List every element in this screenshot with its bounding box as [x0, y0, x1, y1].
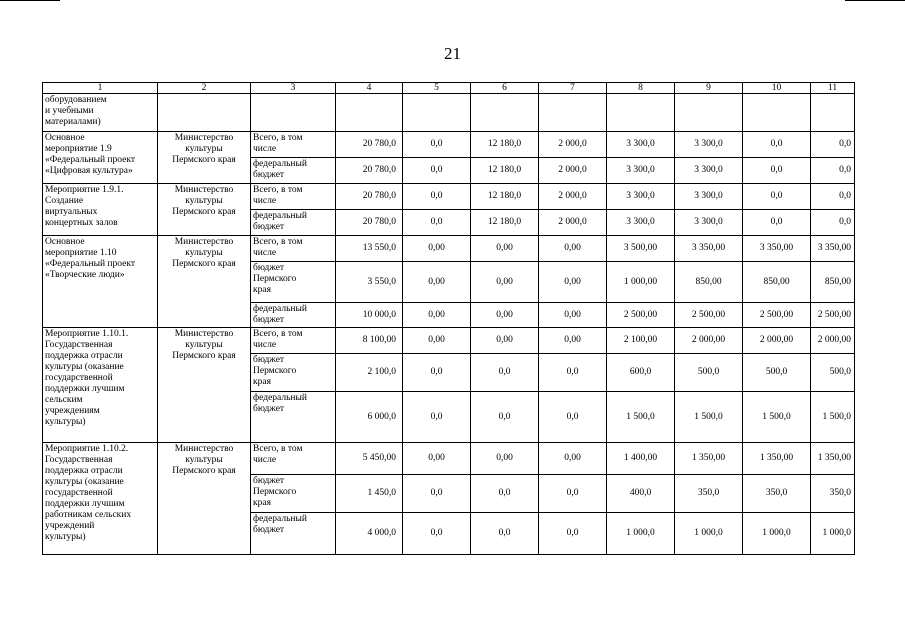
table-row: [43, 328, 855, 354]
amount-cell: 0,00: [403, 262, 471, 303]
scan-artifact: [0, 0, 60, 1]
responsible-org: Министерство культуры Пермского края: [158, 132, 251, 184]
amount-cell: 0,0: [811, 158, 855, 184]
funding-source: Всего, в том числе: [251, 236, 336, 262]
amount-cell: 1 500,0: [675, 392, 743, 443]
budget-table: [42, 82, 855, 555]
amount-cell: 3 300,0: [607, 184, 675, 210]
amount-cell: 0,0: [471, 513, 539, 555]
amount-cell: 0,0: [403, 184, 471, 210]
amount-cell: 3 300,0: [607, 132, 675, 158]
funding-source: бюджет Пермского края: [251, 475, 336, 513]
amount-cell: 3 350,00: [675, 236, 743, 262]
activity-name: Основное мероприятие 1.10 «Федеральный проект «Творческие люди»: [43, 236, 158, 328]
page-number: 21: [444, 44, 461, 63]
amount-cell: 850,00: [743, 262, 811, 303]
funding-source: федеральный бюджет: [251, 158, 336, 184]
amount-cell: 0,0: [539, 392, 607, 443]
empty-cell: [539, 94, 607, 132]
amount-cell: 12 180,0: [471, 184, 539, 210]
amount-cell: 2 500,00: [675, 303, 743, 328]
amount-cell: 0,00: [539, 236, 607, 262]
column-number-10: 10: [743, 83, 811, 94]
amount-cell: 3 300,0: [607, 210, 675, 236]
amount-cell: 350,0: [811, 475, 855, 513]
amount-cell: 2 000,00: [811, 328, 855, 354]
column-number-11: 11: [811, 83, 855, 94]
funding-source: Всего, в том числе: [251, 443, 336, 475]
responsible-org: Министерство культуры Пермского края: [158, 328, 251, 443]
amount-cell: 0,00: [471, 236, 539, 262]
column-numbers-row: [43, 83, 855, 94]
amount-cell: 3 300,0: [607, 158, 675, 184]
column-number-6: 6: [471, 83, 539, 94]
column-number-1: 1: [43, 83, 158, 94]
activity-name: Основное мероприятие 1.9 «Федеральный проект «Цифровая культура»: [43, 132, 158, 184]
amount-cell: 850,00: [811, 262, 855, 303]
activity-name: Мероприятие 1.10.1. Государственная поддержка отрасли культуры (оказание государственной поддержки лучшим сельским учреждениям культуры): [43, 328, 158, 443]
activity-name: оборудованием и учебными материалами): [43, 94, 158, 132]
amount-cell: 0,0: [539, 475, 607, 513]
table-row: [43, 94, 855, 132]
column-number-2: 2: [158, 83, 251, 94]
table-row: [43, 132, 855, 158]
amount-cell: 0,00: [539, 328, 607, 354]
amount-cell: 20 780,0: [336, 184, 403, 210]
amount-cell: 1 000,00: [607, 262, 675, 303]
scan-artifact: [845, 0, 905, 1]
amount-cell: 4 000,0: [336, 513, 403, 555]
amount-cell: 0,0: [403, 513, 471, 555]
amount-cell: 20 780,0: [336, 132, 403, 158]
funding-source: Всего, в том числе: [251, 132, 336, 158]
responsible-org: Министерство культуры Пермского края: [158, 184, 251, 236]
empty-cell: [158, 94, 251, 132]
funding-source: Всего, в том числе: [251, 328, 336, 354]
amount-cell: 13 550,0: [336, 236, 403, 262]
amount-cell: 400,0: [607, 475, 675, 513]
amount-cell: 0,0: [539, 513, 607, 555]
amount-cell: 1 350,00: [743, 443, 811, 475]
empty-cell: [675, 94, 743, 132]
empty-cell: [811, 94, 855, 132]
amount-cell: 0,00: [539, 262, 607, 303]
amount-cell: 1 500,0: [607, 392, 675, 443]
amount-cell: 0,0: [743, 184, 811, 210]
amount-cell: 3 350,00: [811, 236, 855, 262]
amount-cell: 3 300,0: [675, 210, 743, 236]
column-number-9: 9: [675, 83, 743, 94]
amount-cell: 1 500,0: [743, 392, 811, 443]
amount-cell: 0,0: [743, 158, 811, 184]
amount-cell: 0,0: [403, 210, 471, 236]
column-number-5: 5: [403, 83, 471, 94]
amount-cell: 1 000,0: [607, 513, 675, 555]
column-number-7: 7: [539, 83, 607, 94]
funding-source: федеральный бюджет: [251, 210, 336, 236]
amount-cell: 0,00: [471, 328, 539, 354]
amount-cell: 0,0: [471, 392, 539, 443]
amount-cell: 0,0: [403, 158, 471, 184]
amount-cell: 2 000,0: [539, 184, 607, 210]
amount-cell: 3 550,0: [336, 262, 403, 303]
amount-cell: 3 500,00: [607, 236, 675, 262]
amount-cell: 0,00: [403, 443, 471, 475]
amount-cell: 12 180,0: [471, 132, 539, 158]
amount-cell: 0,0: [403, 132, 471, 158]
amount-cell: 0,0: [403, 392, 471, 443]
amount-cell: 2 100,00: [607, 328, 675, 354]
amount-cell: 2 500,00: [811, 303, 855, 328]
amount-cell: 0,00: [403, 328, 471, 354]
amount-cell: 0,00: [471, 443, 539, 475]
amount-cell: 2 000,00: [675, 328, 743, 354]
amount-cell: 1 350,00: [675, 443, 743, 475]
empty-cell: [607, 94, 675, 132]
amount-cell: 350,0: [743, 475, 811, 513]
amount-cell: 0,0: [403, 475, 471, 513]
amount-cell: 0,00: [471, 262, 539, 303]
column-number-3: 3: [251, 83, 336, 94]
amount-cell: 850,00: [675, 262, 743, 303]
amount-cell: 5 450,00: [336, 443, 403, 475]
empty-cell: [403, 94, 471, 132]
amount-cell: 2 000,00: [743, 328, 811, 354]
amount-cell: 500,0: [743, 354, 811, 392]
amount-cell: 350,0: [675, 475, 743, 513]
amount-cell: 8 100,00: [336, 328, 403, 354]
amount-cell: 2 000,0: [539, 210, 607, 236]
amount-cell: 1 000,0: [811, 513, 855, 555]
amount-cell: 20 780,0: [336, 210, 403, 236]
empty-cell: [743, 94, 811, 132]
table-row: [43, 443, 855, 475]
column-number-4: 4: [336, 83, 403, 94]
amount-cell: 0,0: [743, 132, 811, 158]
funding-source: бюджет Пермского края: [251, 262, 336, 303]
funding-source: федеральный бюджет: [251, 392, 336, 443]
amount-cell: 3 300,0: [675, 132, 743, 158]
amount-cell: 0,0: [743, 210, 811, 236]
amount-cell: 0,00: [539, 443, 607, 475]
empty-cell: [251, 94, 336, 132]
amount-cell: 10 000,0: [336, 303, 403, 328]
amount-cell: 2 000,0: [539, 158, 607, 184]
activity-name: Мероприятие 1.10.2. Государственная поддержка отрасли культуры (оказание государственной поддержки лучшим работникам сельских учреждений культуры): [43, 443, 158, 555]
amount-cell: 6 000,0: [336, 392, 403, 443]
amount-cell: 0,00: [403, 236, 471, 262]
amount-cell: 0,0: [539, 354, 607, 392]
amount-cell: 0,0: [811, 184, 855, 210]
amount-cell: 1 500,0: [811, 392, 855, 443]
activity-name: Мероприятие 1.9.1. Создание виртуальных концертных залов: [43, 184, 158, 236]
amount-cell: 12 180,0: [471, 158, 539, 184]
column-number-8: 8: [607, 83, 675, 94]
amount-cell: 1 350,00: [811, 443, 855, 475]
amount-cell: 1 000,0: [743, 513, 811, 555]
amount-cell: 1 000,0: [675, 513, 743, 555]
amount-cell: 500,0: [811, 354, 855, 392]
amount-cell: 3 300,0: [675, 184, 743, 210]
amount-cell: 0,00: [471, 303, 539, 328]
amount-cell: 0,0: [471, 475, 539, 513]
responsible-org: Министерство культуры Пермского края: [158, 236, 251, 328]
amount-cell: 0,00: [403, 303, 471, 328]
responsible-org: Министерство культуры Пермского края: [158, 443, 251, 555]
funding-source: федеральный бюджет: [251, 513, 336, 555]
amount-cell: 0,00: [539, 303, 607, 328]
amount-cell: 0,0: [471, 354, 539, 392]
funding-source: Всего, в том числе: [251, 184, 336, 210]
table-row: [43, 184, 855, 210]
amount-cell: 500,0: [675, 354, 743, 392]
amount-cell: 0,0: [811, 132, 855, 158]
funding-source: бюджет Пермского края: [251, 354, 336, 392]
empty-cell: [471, 94, 539, 132]
amount-cell: 600,0: [607, 354, 675, 392]
amount-cell: 0,0: [811, 210, 855, 236]
amount-cell: 3 300,0: [675, 158, 743, 184]
funding-source: федеральный бюджет: [251, 303, 336, 328]
amount-cell: 12 180,0: [471, 210, 539, 236]
amount-cell: 1 450,0: [336, 475, 403, 513]
empty-cell: [336, 94, 403, 132]
amount-cell: 1 400,00: [607, 443, 675, 475]
amount-cell: 2 500,00: [743, 303, 811, 328]
amount-cell: 2 100,0: [336, 354, 403, 392]
amount-cell: 2 500,00: [607, 303, 675, 328]
amount-cell: 0,0: [403, 354, 471, 392]
amount-cell: 3 350,00: [743, 236, 811, 262]
amount-cell: 20 780,0: [336, 158, 403, 184]
amount-cell: 2 000,0: [539, 132, 607, 158]
table-row: [43, 236, 855, 262]
